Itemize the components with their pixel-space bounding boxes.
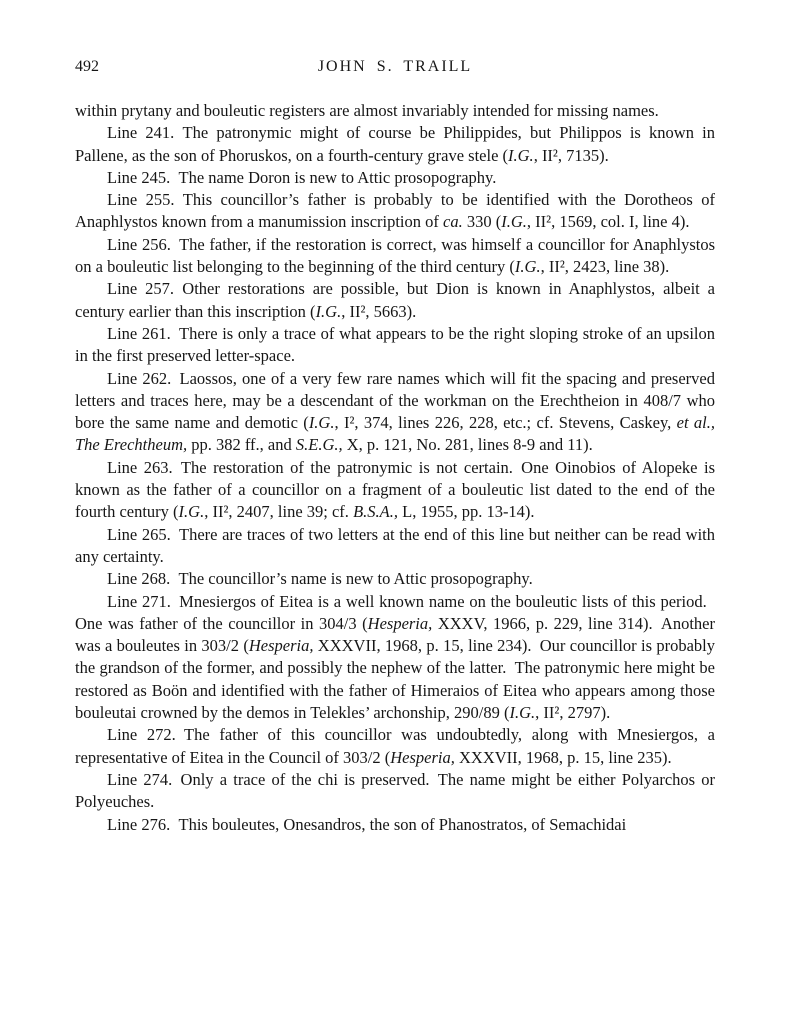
- body-text-run: Line 268. The councillor’s name is new to Attic prosopography.: [107, 569, 533, 589]
- paragraph: [75, 167, 715, 189]
- paragraph: [75, 814, 715, 836]
- body-text-run: Line 241. The patronymic might of course be Philippides, but Philippos is known in Pallene, as the son of Phoruskos, on a fourth-century grave stele (: [75, 123, 715, 165]
- paragraph: [75, 524, 715, 569]
- body-text-run: L, 1955, pp. 13-14).: [397, 502, 535, 522]
- body-text-run: Line 255. This councillor’s father is probably to be identified with the Dorotheos of Anaphlystos known from a manumission inscription of: [75, 190, 715, 232]
- body-text-run: Line 274. Only a trace of the chi is preserved. The name might be either Polyarchos or Polyeuches.: [75, 769, 715, 812]
- italic-text: et al., The Erechtheum,: [75, 413, 716, 455]
- italic-text: I.G.: [308, 413, 335, 433]
- running-head: JOHN S. TRAILL: [317, 58, 473, 75]
- paragraph: [75, 278, 715, 323]
- body-text-run: , II², 2407, line 39; cf.: [204, 502, 354, 522]
- body-text-run: Line 256. The father, if the restoration is correct, was himself a councillor for Anaphlystos on a bouleutic list belonging to the beginning of the third century (: [75, 234, 715, 277]
- body-text-run: XXXVII, 1968, p. 15, line 234). Our councillor is probably the grandson of the former, and possibly the nephew of the latter. The patronymic here might be restored as Boön and identified with the father of Himeraios of Eitea who appears among those bouleutai crowned by the demos in Telekles’ archonship, 290/89 (: [75, 636, 715, 723]
- body-text-run: Line 263. The restoration of the patronymic is not certain. One Oinobios of Alopeke is known as the father of a councillor on a fragment of a bouleutic list dated to the end of the fourth century (: [75, 457, 715, 522]
- italic-text: B.S.A.,: [353, 502, 398, 522]
- paragraph: [75, 724, 715, 769]
- body-text-run: , II², 2423, line 38).: [540, 257, 670, 277]
- italic-text: I.G.: [501, 212, 527, 232]
- page-number: 492: [75, 58, 99, 75]
- body-text-run: , II², 7135).: [533, 145, 609, 165]
- body-text-run: Line 262. Laossos, one of a very few rare names which will fit the spacing and preserved letters and traces here, may be a descendant of the workman on the Erechtheion in 408/7 who bore the same name and demotic (: [75, 368, 715, 433]
- paragraph: [75, 591, 715, 725]
- italic-text: S.E.G.,: [295, 435, 343, 455]
- body-text-run: Line 271. Mnesiergos of Eitea is a well known name on the bouleutic lists of this period. One was father of the councillor in 304/3 (: [75, 591, 715, 633]
- body-text-run: pp. 382 ff., and: [187, 435, 296, 455]
- paragraph: [75, 769, 715, 814]
- paragraph: [75, 234, 715, 279]
- italic-text: Hesperia,: [248, 636, 314, 656]
- paragraph: [75, 368, 715, 457]
- italic-text: I.G.: [178, 502, 205, 522]
- paragraph: [75, 189, 715, 234]
- body-text-run: , II², 1569, col. I, line 4).: [526, 212, 690, 232]
- paragraph: [75, 457, 715, 524]
- body-text-run: X, p. 121, No. 281, lines 8-9 and 11).: [342, 435, 593, 455]
- body-text-run: Line 276. This bouleutes, Onesandros, the son of Phanostratos, of Semachidai: [107, 814, 627, 834]
- body-text-run: Line 245. The name Doron is new to Attic prosopography.: [107, 167, 497, 187]
- body-text-run: Line 261. There is only a trace of what appears to be the right sloping stroke of an upsilon in the first preserved letter-space.: [75, 323, 715, 366]
- body-text-run: within prytany and bouleutic registers are almost invariably intended for missing names.: [75, 101, 659, 120]
- page-body: [75, 100, 715, 836]
- italic-text: Hesperia,: [390, 747, 455, 767]
- body-text-run: , II², 5663).: [341, 301, 417, 321]
- page-header: [75, 58, 715, 80]
- italic-text: I.G.: [315, 301, 342, 321]
- paragraph: [75, 568, 715, 590]
- body-text-run: , II², 2797).: [535, 703, 611, 723]
- body-text-run: Line 272. The father of this councillor was undoubtedly, along with Mnesiergos, a representative of Eitea in the Council of 303/2 (: [75, 725, 715, 767]
- body-text-run: Line 265. There are traces of two letters at the end of this line but neither can be read with any certainty.: [75, 524, 715, 566]
- body-text-run: 330 (: [462, 212, 502, 232]
- italic-text: I.G.: [508, 145, 534, 165]
- body-text-run: XXXV, 1966, p. 229, line 314). Another was a bouleutes in 303/2 (: [75, 613, 715, 656]
- paragraph: [75, 323, 715, 368]
- italic-text: I.G.: [514, 257, 541, 277]
- paragraph: [75, 100, 715, 122]
- body-text-run: , I², 374, lines 226, 228, etc.; cf. Stevens, Caskey,: [334, 413, 677, 433]
- body-text-run: Line 257. Other restorations are possible, but Dion is known in Anaphlystos, albeit a century earlier than this inscription (: [75, 279, 715, 321]
- paragraph: [75, 122, 715, 167]
- italic-text: Hesperia,: [367, 613, 433, 633]
- italic-text: I.G.: [509, 703, 536, 723]
- body-text-run: XXXVII, 1968, p. 15, line 235).: [454, 747, 672, 767]
- italic-text: ca.: [443, 212, 463, 232]
